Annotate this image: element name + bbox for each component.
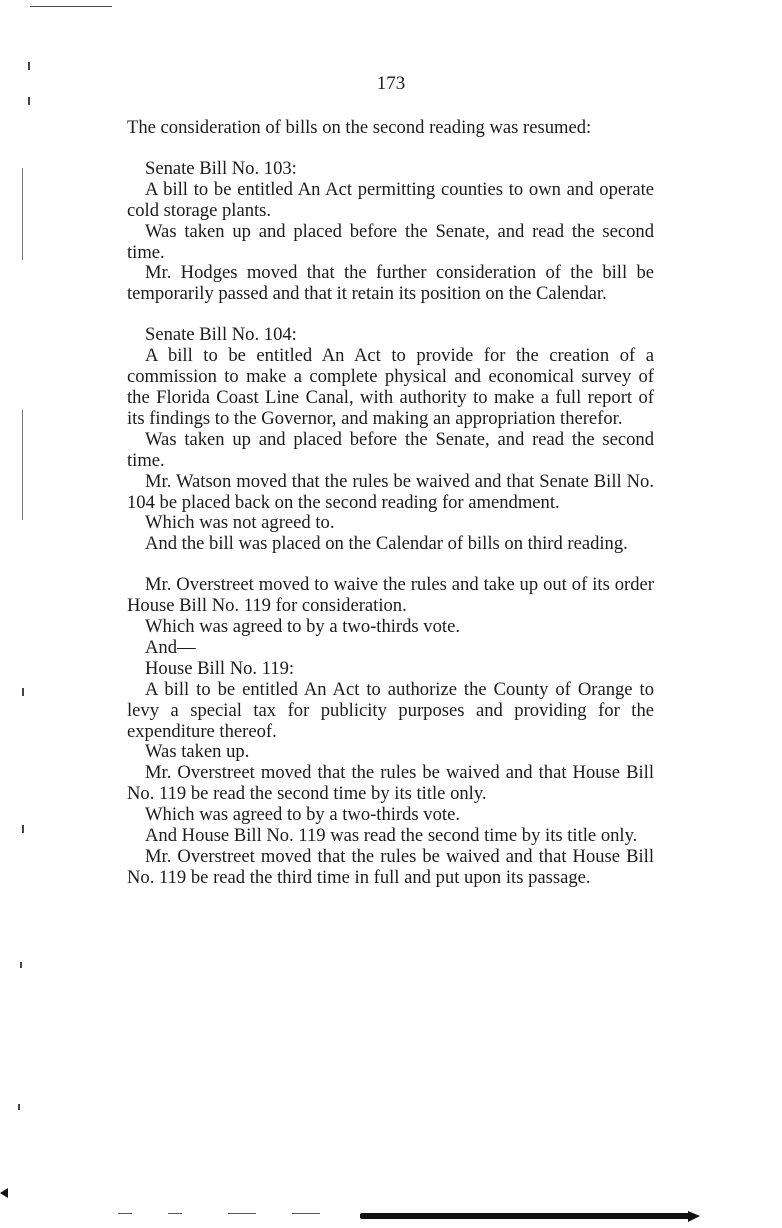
paragraph: The consideration of bills on the second reading was resumed: bbox=[127, 117, 592, 138]
margin-mark bbox=[28, 62, 30, 70]
bottom-arrow-icon bbox=[688, 1211, 700, 1222]
paragraph: Senate Bill No. 103: bbox=[145, 157, 297, 179]
paragraph: Was taken up. bbox=[145, 741, 250, 763]
top-scan-rule bbox=[30, 6, 112, 7]
paragraph: And House Bill No. 119 was read the second time by its title only. bbox=[145, 825, 638, 847]
paragraph: A bill to be entitled An Act to provide for the creation of a commission to make a complete physical and economical survey of the Florida Coast Line Canal, with authority to make a full report of its findings to the Governor, and making an appropriation therefor. bbox=[127, 345, 654, 429]
paragraph: Was taken up and placed before the Senate, and read the second time. bbox=[127, 428, 654, 471]
paragraph: Mr. Hodges moved that the further consideration of the bill be temporarily passed and that it retain its position on the Calendar. bbox=[127, 262, 654, 305]
bottom-scan-mark bbox=[292, 1213, 320, 1214]
margin-mark bbox=[20, 962, 22, 968]
paragraph: Mr. Watson moved that the rules be waived and that Senate Bill No. 104 be placed back on the second reading for amendment. bbox=[127, 470, 654, 513]
margin-mark bbox=[18, 1104, 20, 1110]
paragraph: Which was agreed to by a two-thirds vote. bbox=[145, 616, 460, 638]
paragraph: And the bill was placed on the Calendar of bills on third reading. bbox=[145, 533, 628, 555]
paragraph: Mr. Overstreet moved that the rules be waived and that House Bill No. 119 be read the second time by its title only. bbox=[127, 762, 654, 805]
paragraph: A bill to be entitled An Act permitting counties to own and operate cold storage plants. bbox=[127, 178, 654, 221]
paragraph: House Bill No. 119: bbox=[145, 657, 295, 679]
paragraph: A bill to be entitled An Act to authorize the County of Orange to levy a special tax for publicity purposes and providing for the expenditure thereof. bbox=[127, 678, 654, 742]
margin-binding-line bbox=[22, 410, 23, 520]
paragraph: Was taken up and placed before the Senate, and read the second time. bbox=[127, 220, 654, 263]
paragraph: And— bbox=[145, 636, 196, 658]
bottom-scan-mark bbox=[228, 1213, 256, 1214]
paragraph: Which was agreed to by a two-thirds vote. bbox=[145, 804, 460, 826]
bottom-scan-bar bbox=[360, 1213, 690, 1219]
margin-mark bbox=[28, 97, 30, 105]
bottom-scan-mark bbox=[118, 1213, 132, 1214]
bottom-scan-mark bbox=[168, 1213, 182, 1214]
paragraph: Which was not agreed to. bbox=[145, 512, 335, 534]
margin-binding-line bbox=[22, 168, 23, 260]
margin-mark bbox=[22, 688, 24, 696]
body-text bbox=[127, 118, 654, 889]
page-number: 173 bbox=[376, 73, 406, 94]
paragraph: Senate Bill No. 104: bbox=[145, 324, 297, 346]
paragraph: Mr. Overstreet moved that the rules be waived and that House Bill No. 119 be read the third time in full and put upon its passage. bbox=[127, 846, 654, 888]
paragraph: Mr. Overstreet moved to waive the rules and take up out of its order House Bill No. 119 for consideration. bbox=[127, 574, 654, 617]
scan-edge-arrow-icon bbox=[0, 1188, 8, 1198]
margin-mark bbox=[22, 825, 24, 833]
